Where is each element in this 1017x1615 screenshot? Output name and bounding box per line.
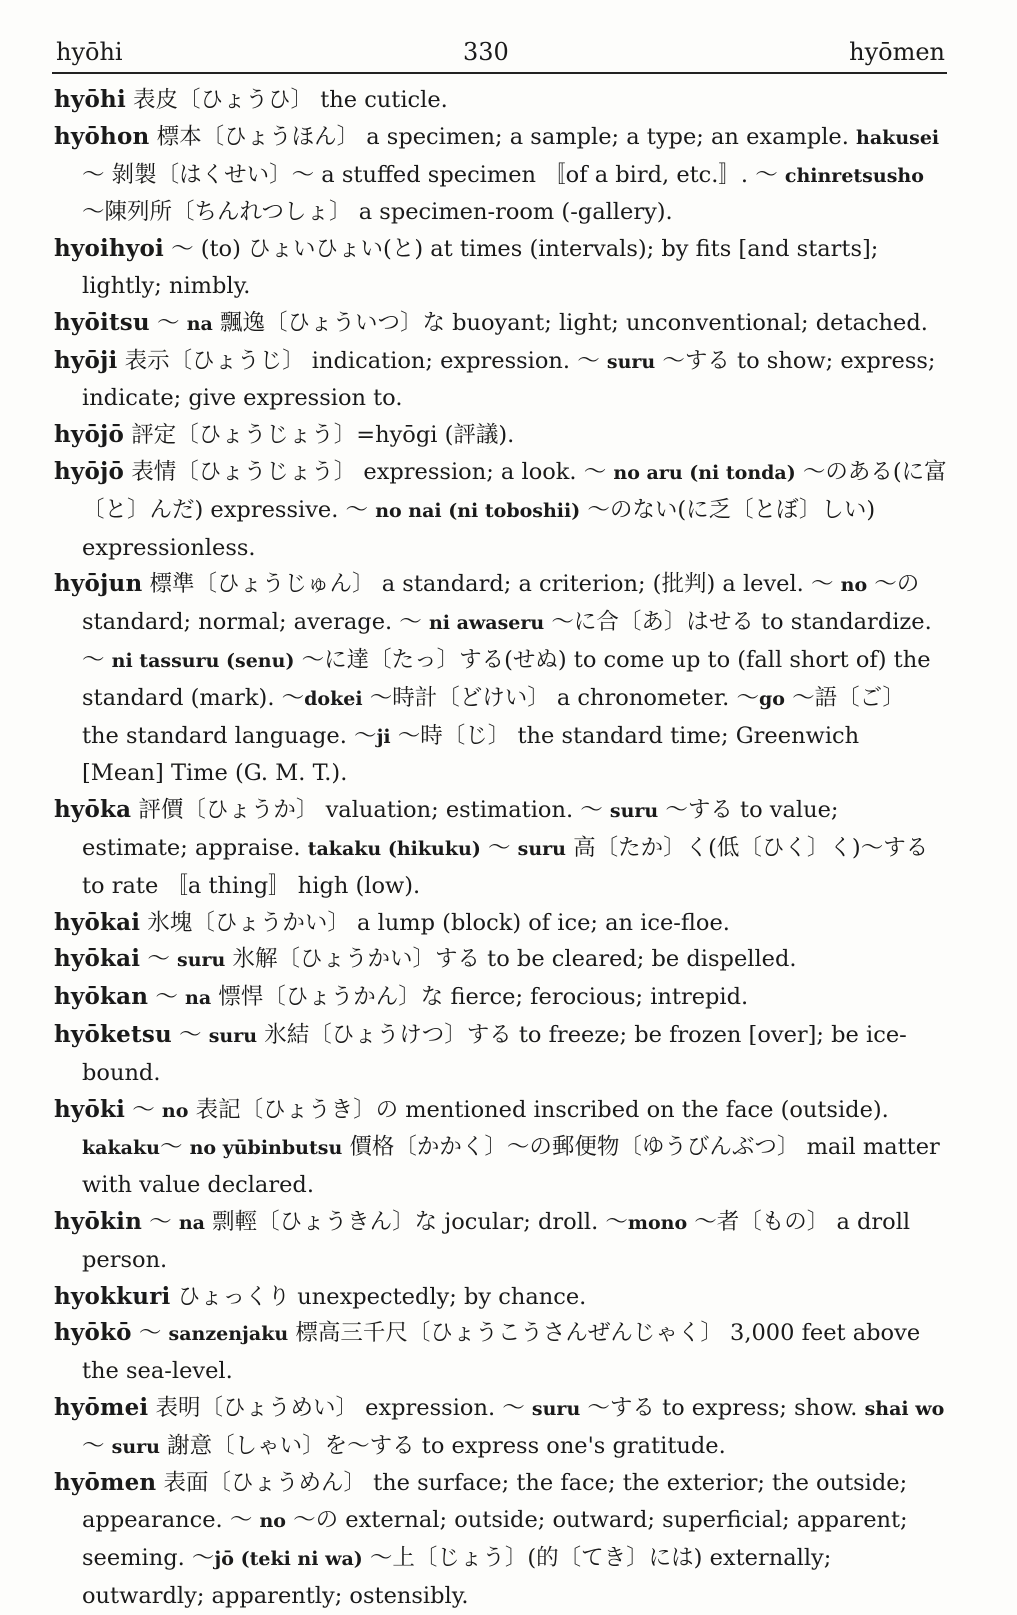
entry-text: 表面〔ひょうめん〕 the surface; the face; the exterior; the outside; appearance. ～ bbox=[82, 1470, 908, 1534]
entry-text: ひょっくり unexpectedly; by chance. bbox=[170, 1283, 587, 1310]
header-left-guideword: hyōhi bbox=[56, 38, 123, 66]
entry-headword: hyoihyoi bbox=[54, 235, 164, 263]
romaji-phrase: mono bbox=[627, 1211, 688, 1234]
entry-headword: hyōkai bbox=[54, 945, 141, 973]
dictionary-entry bbox=[52, 792, 947, 904]
entry-headword: hyōhi bbox=[54, 86, 126, 113]
romaji-phrase: no bbox=[840, 574, 868, 597]
entry-text: ～時〔じ〕 the standard time; Greenwich [Mean] Time (G. M. T.). bbox=[82, 722, 860, 787]
entry-text: 氷解〔ひょうかい〕する to be cleared; be dispelled. bbox=[225, 946, 797, 973]
entry-text: 表明〔ひょうめい〕 expression. ～ bbox=[148, 1394, 532, 1421]
entry-text: ～ bbox=[480, 834, 518, 861]
entry-text: ～陳列所〔ちんれつしょ〕 a specimen-room (-gallery). bbox=[82, 199, 673, 226]
dictionary-entry bbox=[52, 905, 947, 942]
romaji-phrase: hakusei bbox=[856, 126, 940, 149]
entry-headword: hyōkin bbox=[54, 1207, 143, 1235]
romaji-phrase: shai wo bbox=[864, 1397, 945, 1420]
entry-text: 慓悍〔ひょうかん〕な fierce; ferocious; intrepid. bbox=[211, 984, 749, 1011]
entry-text: ～のない(に乏〔とぼ〕しい) expressionless. bbox=[82, 496, 876, 561]
entry-text: ～ bbox=[149, 309, 187, 336]
entry-text: 高〔たか〕く(低〔ひく〕く)～する to rate 〚a thing〛 high (low). bbox=[82, 834, 929, 899]
entry-headword: hyōki bbox=[54, 1095, 126, 1123]
entry-headword: hyōjun bbox=[54, 570, 143, 598]
entry-headword: hyōjō bbox=[54, 421, 125, 449]
entry-text: ～する to value; estimate; appraise. bbox=[82, 797, 839, 861]
romaji-phrase: sanzenjaku bbox=[168, 1323, 289, 1346]
entry-text: ～ (to) ひょいひょい(と) at times (intervals); by fits [and starts]; lightly; nimbly. bbox=[82, 236, 879, 299]
entry-headword: hyōji bbox=[54, 346, 118, 374]
entry-text: ～上〔じょう〕(的〔てき〕には) externally; outwardly; apparently; ostensibly. bbox=[82, 1545, 832, 1609]
dictionary-entry bbox=[52, 1390, 947, 1466]
entry-list bbox=[52, 82, 947, 1615]
dictionary-entry bbox=[52, 343, 947, 418]
entry-text: ～ bbox=[140, 946, 178, 973]
entry-text: ～ bbox=[142, 1208, 179, 1235]
entry-text: 飄逸〔ひょういつ〕な buoyant; light; unconventional; detached. bbox=[212, 309, 928, 336]
entry-headword: hyōhon bbox=[54, 122, 150, 150]
entry-text: ～ 剝製〔はくせい〕～ a stuffed specimen 〚of a bird, etc.〛. ～ bbox=[82, 161, 785, 188]
entry-text: ～語〔ご〕 the standard language. ～ bbox=[82, 684, 905, 749]
dictionary-entry bbox=[52, 1092, 947, 1204]
entry-text: 評定〔ひょうじょう〕=hyōgi (評議). bbox=[124, 422, 515, 449]
entry-text: ～ bbox=[125, 1096, 162, 1123]
romaji-phrase: na bbox=[178, 1211, 205, 1234]
romaji-phrase: go bbox=[758, 687, 785, 710]
romaji-phrase: kakaku bbox=[82, 1137, 160, 1160]
romaji-phrase: suru bbox=[208, 1024, 258, 1047]
running-header bbox=[52, 28, 947, 74]
entry-text: ～ bbox=[82, 1432, 112, 1459]
entry-text: 剽輕〔ひょうきん〕な jocular; droll. ～ bbox=[204, 1208, 628, 1235]
romaji-phrase: suru bbox=[531, 1397, 581, 1420]
entry-headword: hyōketsu bbox=[54, 1020, 172, 1048]
entry-text: 評價〔ひょうか〕 valuation; estimation. ～ bbox=[131, 797, 610, 824]
entry-headword: hyōkan bbox=[54, 983, 149, 1011]
dictionary-entry bbox=[52, 119, 947, 231]
entry-text: ～者〔もの〕 a droll person. bbox=[82, 1208, 911, 1273]
dictionary-entry bbox=[52, 1279, 947, 1316]
entry-text: 表示〔ひょうじ〕 indication; expression. ～ bbox=[117, 347, 607, 374]
romaji-phrase: suru bbox=[517, 837, 566, 860]
romaji-phrase: no bbox=[259, 1510, 286, 1533]
romaji-phrase: dokei bbox=[304, 687, 363, 710]
entry-text: ～時計〔どけい〕 a chronometer. ～ bbox=[362, 684, 759, 711]
entry-text: ～のある(に富〔と〕んだ) expressive. ～ bbox=[82, 458, 947, 523]
page-number: 330 bbox=[462, 38, 509, 66]
entry-text: 標準〔ひょうじゅん〕 a standard; a criterion; (批判) a level. ～ bbox=[142, 571, 841, 598]
entry-text: ～に達〔たっ〕する(せぬ) to come up to (fall short of) the standard (mark). ～ bbox=[82, 646, 931, 711]
entry-headword: hyōkai bbox=[54, 908, 141, 936]
romaji-phrase: chinretsusho bbox=[784, 164, 924, 187]
dictionary-entry bbox=[52, 566, 947, 792]
entry-headword: hyōitsu bbox=[54, 308, 150, 336]
entry-text: 氷塊〔ひょうかい〕 a lump (block) of ice; an ice-floe. bbox=[140, 909, 730, 936]
entry-headword: hyokkuri bbox=[54, 1282, 171, 1310]
romaji-phrase: ji bbox=[376, 725, 391, 748]
romaji-phrase: suru bbox=[609, 800, 659, 823]
romaji-phrase: takaku (hikuku) bbox=[307, 837, 481, 860]
romaji-phrase: na bbox=[185, 987, 212, 1010]
romaji-phrase: suru bbox=[111, 1435, 160, 1458]
entry-headword: hyōmen bbox=[54, 1469, 157, 1497]
entry-text: 標本〔ひょうほん〕 a specimen; a sample; a type; an example. bbox=[149, 123, 857, 150]
dictionary-entry bbox=[52, 305, 947, 343]
entry-text: ～ bbox=[159, 1134, 190, 1161]
dictionary-entry bbox=[52, 979, 947, 1017]
entry-text: ～に合〔あ〕はせる to standardize. ～ bbox=[82, 609, 932, 673]
entry-text: ～ bbox=[148, 984, 186, 1011]
entry-text: ～する to show; express; indicate; give expression to. bbox=[82, 347, 936, 412]
dictionary-entry bbox=[52, 1315, 947, 1390]
entry-headword: hyōjō bbox=[54, 457, 125, 485]
romaji-phrase: jō (teki ni wa) bbox=[214, 1548, 363, 1571]
entry-text: ～の external; outside; outward; superficial; apparent; seeming. ～ bbox=[82, 1507, 908, 1572]
romaji-phrase: suru bbox=[606, 350, 656, 373]
dictionary-entry bbox=[52, 1204, 947, 1279]
dictionary-entry bbox=[52, 454, 947, 566]
dictionary-entry bbox=[52, 941, 947, 979]
romaji-phrase: suru bbox=[177, 949, 226, 972]
entry-headword: hyōkō bbox=[54, 1319, 132, 1347]
entry-text: 價格〔かかく〕～の郵便物〔ゆうびんぶつ〕 mail matter with value declared. bbox=[82, 1134, 940, 1199]
entry-text: ～ bbox=[171, 1021, 209, 1048]
entry-headword: hyōka bbox=[54, 796, 132, 824]
dictionary-entry bbox=[52, 82, 947, 119]
entry-text: 表皮〔ひょうひ〕 the cuticle. bbox=[125, 87, 448, 113]
romaji-phrase: no yūbinbutsu bbox=[189, 1137, 343, 1160]
romaji-phrase: no bbox=[161, 1099, 189, 1122]
romaji-phrase: ni tassuru (senu) bbox=[111, 649, 295, 672]
header-right-guideword: hyōmen bbox=[849, 38, 945, 66]
romaji-phrase: ni awaseru bbox=[428, 612, 545, 635]
entry-text: 氷結〔ひょうけつ〕する to freeze; be frozen [over]; be ice-bound. bbox=[82, 1021, 907, 1086]
romaji-phrase: no aru (ni tonda) bbox=[613, 461, 796, 484]
romaji-phrase: no nai (ni toboshii) bbox=[375, 499, 581, 522]
dictionary-entry bbox=[52, 1017, 947, 1092]
entry-text: ～の standard; normal; average. ～ bbox=[82, 571, 920, 636]
entry-text: 表記〔ひょうき〕の mentioned inscribed on the face (outside). bbox=[188, 1096, 889, 1123]
entry-text: 標高三千尺〔ひょうこうさんぜんじゃく〕 3,000 feet above the sea-level. bbox=[82, 1320, 921, 1385]
entry-text: ～する to express; show. bbox=[580, 1394, 865, 1421]
dictionary-entry bbox=[52, 1465, 947, 1614]
entry-text: 表情〔ひょうじょう〕 expression; a look. ～ bbox=[124, 458, 614, 485]
entry-text: ～ bbox=[131, 1320, 169, 1347]
dictionary-entry bbox=[52, 417, 947, 454]
romaji-phrase: na bbox=[186, 312, 213, 335]
entry-headword: hyōmei bbox=[54, 1393, 149, 1421]
entry-text: 謝意〔しゃい〕を～する to express one's gratitude. bbox=[160, 1432, 726, 1459]
dictionary-entry bbox=[52, 231, 947, 305]
